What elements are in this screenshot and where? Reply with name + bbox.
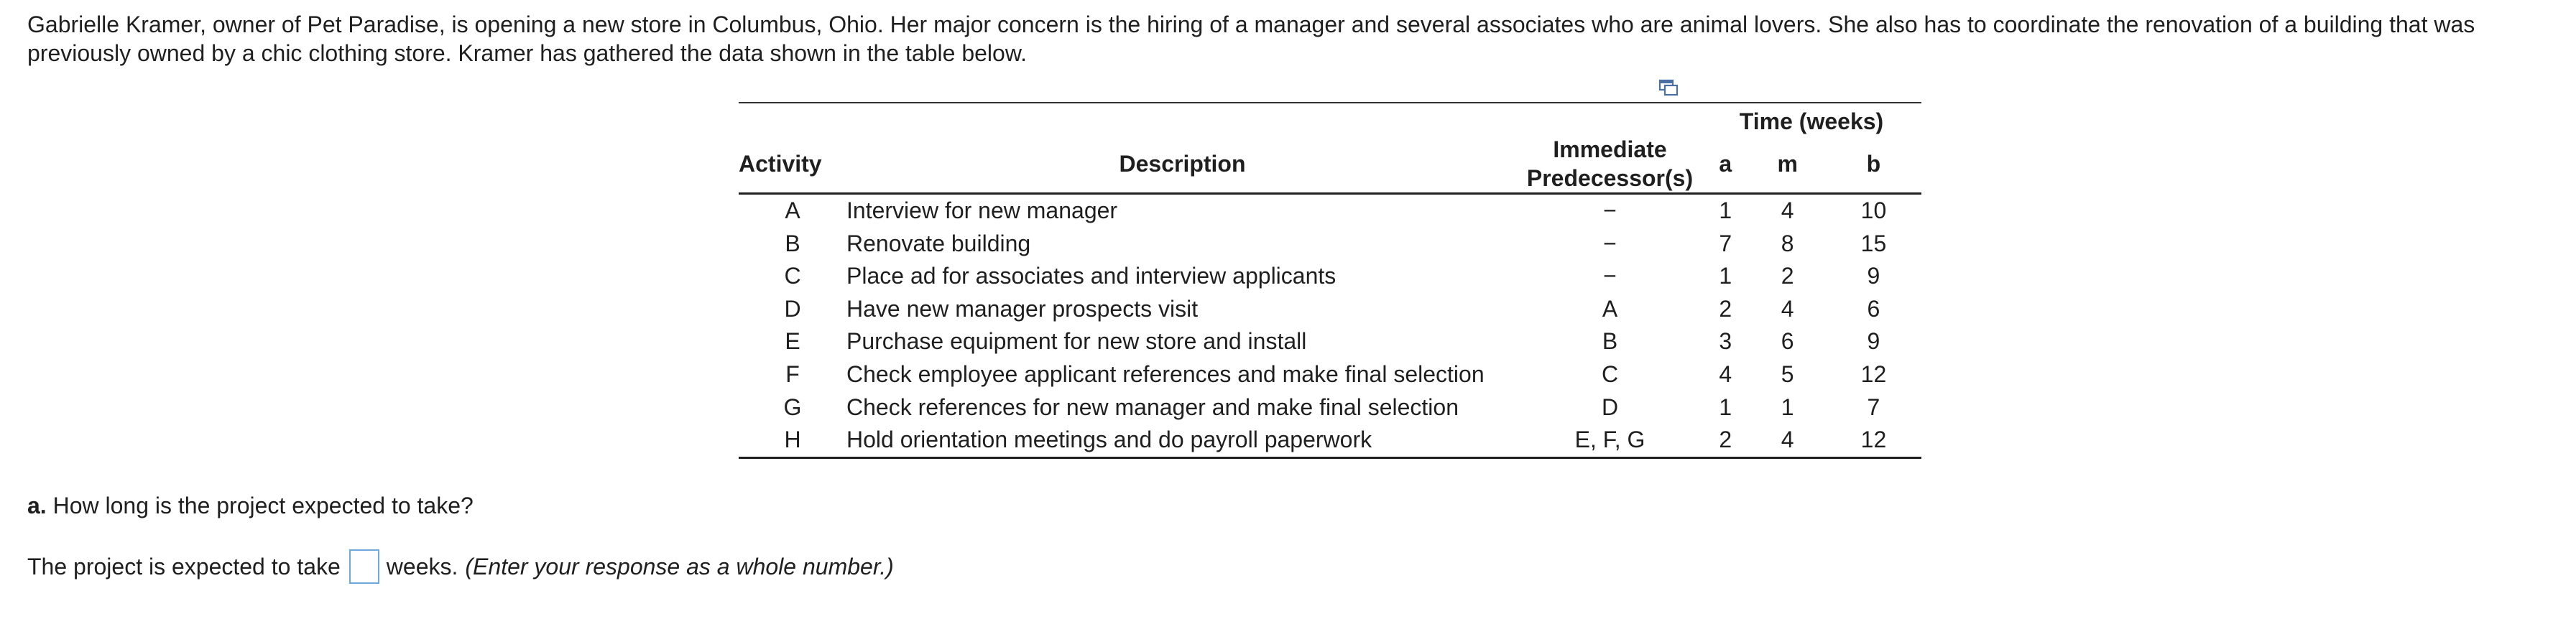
time-a-cell: 1	[1719, 197, 1732, 223]
predecessor-header-line1: Immediate	[1553, 136, 1667, 162]
time-m-cell: 4	[1781, 197, 1794, 223]
time-a-cell: 1	[1719, 263, 1732, 289]
predecessor-cell: A	[1602, 295, 1618, 322]
predecessor-cell: −	[1603, 263, 1617, 289]
time-b-cell: 6	[1867, 295, 1880, 322]
predecessor-cell: C	[1601, 360, 1619, 387]
time-a-cell: 2	[1702, 424, 1750, 457]
time-a-cell: 1	[1719, 394, 1732, 420]
predecessor-cell: −	[1603, 230, 1617, 256]
activity-cell: D	[784, 295, 801, 322]
description-cell: Place ad for associates and interview applicants	[846, 263, 1337, 289]
table-row	[739, 358, 1921, 391]
time-b-cell: 9	[1867, 328, 1880, 355]
question-label: a.	[27, 493, 47, 518]
answer-hint: (Enter your response as a whole number.)	[465, 554, 894, 580]
predecessor-cell: B	[1602, 328, 1618, 355]
table-row	[739, 424, 1921, 457]
answer-input[interactable]	[349, 549, 379, 584]
predecessor-cell: D	[1601, 394, 1619, 420]
table-row	[739, 325, 1921, 358]
activity-cell: B	[785, 230, 800, 256]
time-a-cell: 2	[1719, 295, 1732, 322]
predecessor-cell: E, F, G	[1518, 424, 1702, 457]
description-cell: Purchase equipment for new store and install	[846, 328, 1307, 355]
time-a-cell: 3	[1719, 328, 1732, 355]
table-row	[739, 260, 1921, 293]
time-m-cell: 4	[1781, 295, 1794, 322]
copy-icon[interactable]	[1658, 79, 1679, 96]
activity-cell: H	[739, 424, 846, 457]
description-cell: Interview for new manager	[846, 197, 1118, 223]
time-weeks-header: Time (weeks)	[1739, 108, 1884, 134]
table-row	[739, 391, 1921, 424]
description-cell: Have new manager prospects visit	[846, 295, 1199, 322]
time-b-header: b	[1826, 135, 1921, 194]
time-m-cell: 5	[1781, 360, 1794, 387]
time-b-cell: 10	[1860, 197, 1887, 223]
activity-cell: F	[785, 360, 800, 387]
time-m-cell: 6	[1781, 328, 1794, 355]
time-a-cell: 4	[1719, 360, 1732, 387]
question-text: How long is the project expected to take?	[52, 493, 474, 518]
question-a	[27, 491, 474, 520]
problem-intro: Gabrielle Kramer, owner of Pet Paradise, is opening a new store in Columbus, Ohio. Her major concern is the hiring of a manager and several associates who are animal lovers. She also has to coordinate the renovation of a building that was previously owned by a chic clothing store. Kramer has gathered the data shown in the table below.	[27, 11, 2475, 66]
answer-prefix: The project is expected to take	[27, 554, 341, 580]
activity-cell: C	[784, 263, 801, 289]
time-b-cell: 12	[1860, 360, 1887, 387]
time-a-cell: 7	[1719, 230, 1732, 256]
description-cell: Renovate building	[846, 230, 1031, 256]
time-b-cell: 9	[1867, 263, 1880, 289]
time-b-cell: 15	[1860, 230, 1887, 256]
time-m-cell: 2	[1781, 263, 1794, 289]
description-cell: Check employee applicant references and make final selection	[846, 360, 1485, 387]
time-m-cell: 8	[1781, 230, 1794, 256]
table-row	[739, 194, 1921, 228]
table-row	[739, 293, 1921, 326]
description-cell: Hold orientation meetings and do payroll paperwork	[846, 424, 1518, 457]
answer-suffix: weeks.	[386, 554, 458, 580]
activity-cell: A	[785, 197, 800, 223]
activity-header: Activity	[739, 135, 846, 194]
description-cell: Check references for new manager and make final selection	[846, 394, 1459, 420]
predecessor-header	[1518, 135, 1702, 194]
answer-line	[27, 549, 894, 584]
predecessor-cell: −	[1603, 197, 1617, 223]
time-a-header: a	[1702, 135, 1750, 194]
time-m-cell: 4	[1750, 424, 1826, 457]
time-b-cell: 12	[1826, 424, 1921, 457]
table-row	[739, 228, 1921, 261]
activity-table	[739, 102, 1921, 459]
description-header: Description	[846, 135, 1518, 194]
activity-cell: E	[785, 328, 800, 355]
predecessor-header-line2: Predecessor(s)	[1526, 165, 1694, 191]
activity-cell: G	[783, 394, 802, 420]
time-m-header: m	[1750, 135, 1826, 194]
time-m-cell: 1	[1781, 394, 1794, 420]
time-b-cell: 7	[1867, 394, 1880, 420]
